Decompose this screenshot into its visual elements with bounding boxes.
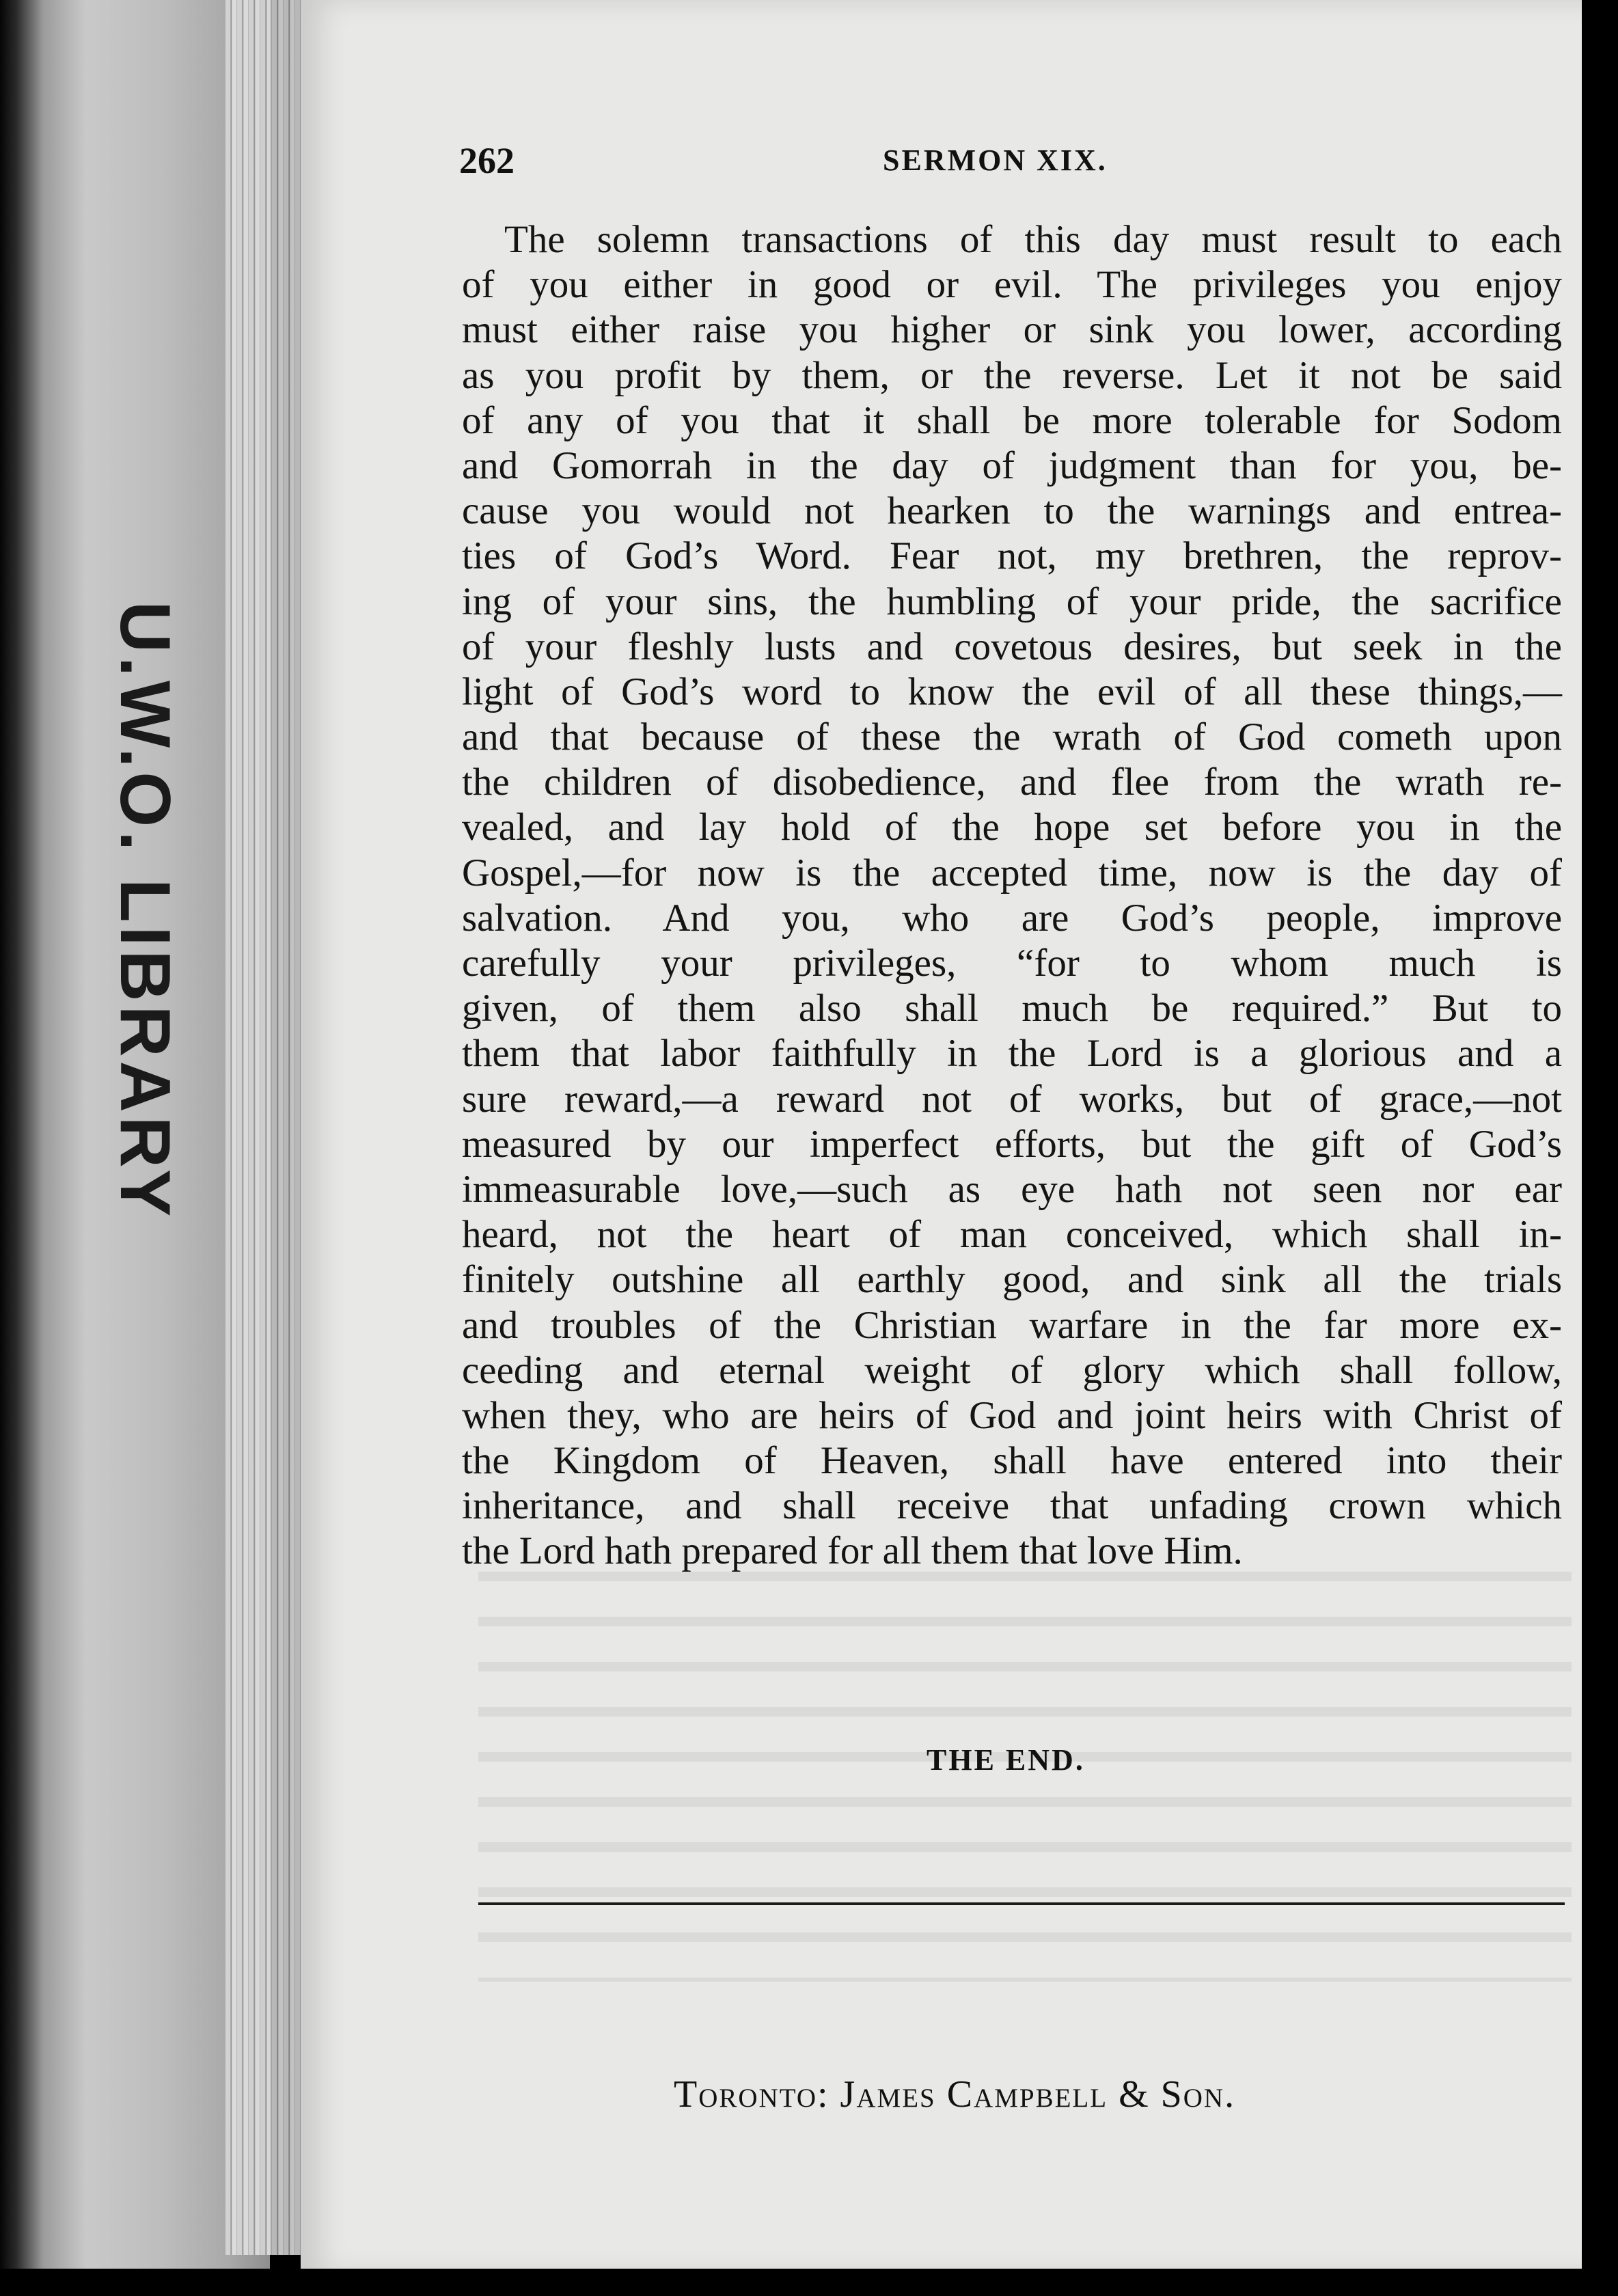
text-line: immeasurable love,—such as eye hath not seen nor ear	[462, 1167, 1562, 1211]
text-line: ing of your sins, the humbling of your pride, the sacrifice	[462, 579, 1562, 623]
text-line: given, of them also shall much be required.” But to	[462, 987, 1562, 1030]
horizontal-rule	[478, 1902, 1565, 1905]
text-line: them that labor faithfully in the Lord is a glorious and a	[462, 1032, 1562, 1076]
text-line: heard, not the heart of man conceived, which shall in-	[462, 1213, 1562, 1257]
scan-border-bottom	[0, 2269, 1618, 2296]
text-line: as you profit by them, or the reverse. Let it not be said	[462, 353, 1562, 397]
text-line: ceeding and eternal weight of glory which shall follow,	[462, 1348, 1562, 1392]
text-line: vealed, and lay hold of the hope set before you in the	[462, 806, 1562, 849]
text-line: salvation. And you, who are God’s people, improve	[462, 896, 1562, 940]
text-line: the children of disobedience, and flee from the wrath re-	[462, 761, 1562, 804]
text-line: and that because of these the wrath of God cometh upon	[462, 715, 1562, 759]
text-line: Gospel,—for now is the accepted time, now is the day of	[462, 851, 1562, 894]
the-end-colophon: THE END.	[927, 1743, 1085, 1777]
text-line: of you either in good or evil. The privileges you enjoy	[462, 263, 1562, 307]
text-line: cause you would not hearken to the warnings and entrea-	[462, 489, 1562, 533]
text-line: must either raise you higher or sink you lower, according	[462, 308, 1562, 352]
text-line: measured by our imperfect efforts, but the gift of God’s	[462, 1122, 1562, 1166]
scan-border-right	[1582, 0, 1618, 2296]
sermon-paragraph	[462, 217, 1562, 1574]
text-line: light of God’s word to know the evil of all these things,—	[462, 670, 1562, 713]
text-line: sure reward,—a reward not of works, but of grace,—not	[462, 1077, 1562, 1121]
text-line: of any of you that it shall be more tolerable for Sodom	[462, 398, 1562, 442]
text-line: ties of God’s Word. Fear not, my brethren, the reprov-	[462, 534, 1562, 578]
publisher-imprint: Toronto: James Campbell & Son.	[674, 2073, 1236, 2116]
text-line: and troubles of the Christian warfare in the far more ex-	[462, 1303, 1562, 1347]
library-stamp: U.W.O. LIBRARY	[105, 601, 184, 1221]
text-line: carefully your privileges, “for to whom much is	[462, 942, 1562, 985]
text-line: when they, who are heirs of God and joint heirs with Christ of	[462, 1393, 1562, 1437]
text-line: The solemn transactions of this day must result to each	[504, 218, 1562, 261]
text-line: of your fleshly lusts and covetous desires, but seek in the	[462, 625, 1562, 668]
running-title: SERMON XIX.	[883, 144, 1108, 177]
text-line: the Kingdom of Heaven, shall have entered into their	[462, 1439, 1562, 1483]
text-line: and Gomorrah in the day of judgment than for you, be-	[462, 443, 1562, 487]
text-line: the Lord hath prepared for all them that love Him.	[462, 1529, 1243, 1573]
text-line: finitely outshine all earthly good, and sink all the trials	[462, 1258, 1562, 1302]
page-number: 262	[459, 140, 515, 181]
running-head	[459, 137, 1566, 184]
text-line: inheritance, and shall receive that unfading crown which	[462, 1484, 1562, 1528]
